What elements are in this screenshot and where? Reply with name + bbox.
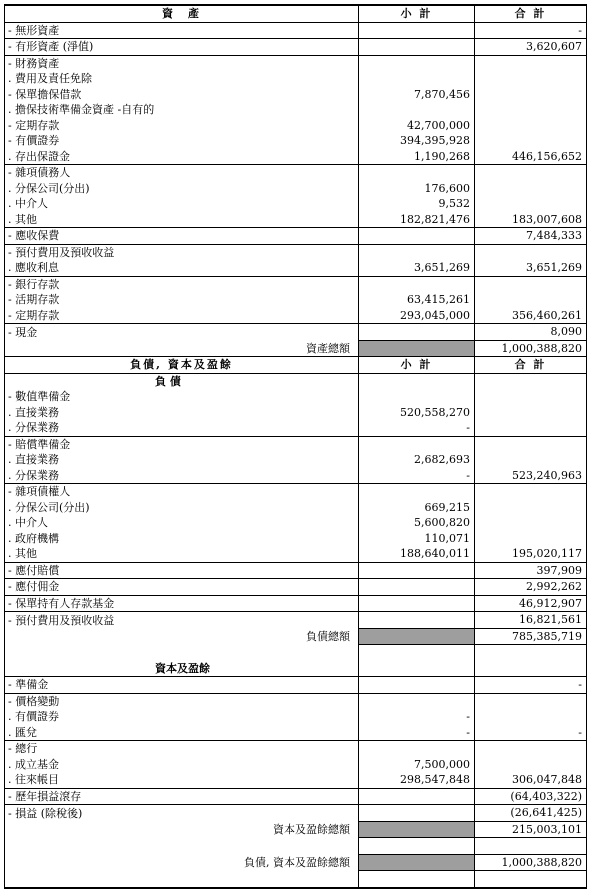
row-label: . 匯兌 — [5, 725, 359, 741]
table-row — [5, 405, 587, 421]
closing-row — [5, 871, 587, 888]
row-subtotal: 176,600 — [359, 181, 475, 197]
row-subtotal: - — [359, 709, 475, 725]
row-total — [475, 436, 587, 452]
row-total: 3,651,269 — [475, 260, 587, 276]
row-total — [475, 71, 587, 87]
row-subtotal — [359, 324, 475, 341]
subtotal-header: 小 計 — [359, 357, 475, 374]
row-label: - 定期存款 — [5, 308, 359, 324]
empty-cell — [359, 871, 475, 888]
row-total: 183,007,608 — [475, 212, 587, 228]
row-label: - 雜項債務人 — [5, 165, 359, 181]
table-row — [5, 725, 587, 741]
assets-total-value: 1,000,388,820 — [475, 340, 587, 357]
row-label: - 損益 (除稅後) — [5, 805, 359, 822]
row-label: . 應收利息 — [5, 260, 359, 276]
row-total — [475, 196, 587, 212]
row-total — [475, 102, 587, 118]
row-subtotal: 2,682,693 — [359, 452, 475, 468]
table-row — [5, 212, 587, 228]
row-label: - 歷年損益滾存 — [5, 788, 359, 805]
table-row — [5, 772, 587, 788]
row-label: - 現金 — [5, 324, 359, 341]
table-row — [5, 149, 587, 165]
row-total — [475, 452, 587, 468]
row-total — [475, 292, 587, 308]
row-label: - 保單持有人存款基金 — [5, 595, 359, 612]
table-row — [5, 181, 587, 197]
row-label: - 預付費用及預收收益 — [5, 612, 359, 629]
row-total — [475, 133, 587, 149]
table-row — [5, 39, 587, 56]
row-total: 16,821,561 — [475, 612, 587, 629]
row-subtotal: 293,045,000 — [359, 308, 475, 324]
row-label: . 中介人 — [5, 515, 359, 531]
row-subtotal — [359, 612, 475, 629]
row-total: 3,620,607 — [475, 39, 587, 56]
table-row — [5, 118, 587, 134]
empty-cell — [475, 871, 587, 888]
row-total — [475, 276, 587, 292]
spacer-row — [5, 838, 587, 855]
table-row — [5, 276, 587, 292]
row-label: . 擔保技術準備金資產 -自有的 — [5, 102, 359, 118]
total-header: 合 計 — [475, 357, 587, 374]
row-label: - 應付佣金 — [5, 579, 359, 596]
table-row — [5, 531, 587, 547]
row-subtotal: 63,415,261 — [359, 292, 475, 308]
row-subtotal — [359, 276, 475, 292]
row-label: . 中介人 — [5, 196, 359, 212]
row-total — [475, 405, 587, 421]
row-total — [475, 165, 587, 181]
row-subtotal: 188,640,011 — [359, 546, 475, 562]
row-label: - 賠償準備金 — [5, 436, 359, 452]
table-row — [5, 436, 587, 452]
liabilities-total-label: 負債總額 — [5, 628, 359, 645]
row-label: - 銀行存款 — [5, 276, 359, 292]
table-row — [5, 324, 587, 341]
row-subtotal: 5,600,820 — [359, 515, 475, 531]
balance-sheet-body — [5, 5, 587, 888]
capital-total-value: 215,003,101 — [475, 821, 587, 838]
row-label: - 準備金 — [5, 677, 359, 694]
liabilities-header-label: 負債, 資本及盈餘 — [5, 357, 359, 374]
empty-cell — [5, 871, 359, 888]
empty-cell — [359, 373, 475, 389]
liabilities-total-row — [5, 628, 587, 645]
empty-cell — [359, 838, 475, 855]
row-label: . 有價證券 — [5, 709, 359, 725]
row-label: - 有形資產 (淨值) — [5, 39, 359, 56]
empty-cell — [475, 661, 587, 677]
row-subtotal — [359, 562, 475, 579]
empty-cell — [359, 645, 475, 661]
row-label: - 價格變動 — [5, 693, 359, 709]
balance-sheet-table — [4, 4, 587, 889]
row-label: . 費用及責任免除 — [5, 71, 359, 87]
table-row — [5, 389, 587, 405]
row-total: - — [475, 677, 587, 694]
row-subtotal — [359, 55, 475, 71]
table-row — [5, 562, 587, 579]
row-label: - 數值準備金 — [5, 389, 359, 405]
capital-total-shade — [359, 821, 475, 838]
row-label: . 分保公司(分出) — [5, 181, 359, 197]
table-row — [5, 612, 587, 629]
table-row — [5, 165, 587, 181]
row-total: 46,912,907 — [475, 595, 587, 612]
table-row — [5, 308, 587, 324]
table-row — [5, 228, 587, 245]
row-subtotal: 7,500,000 — [359, 757, 475, 773]
row-label: - 應付賠償 — [5, 562, 359, 579]
table-row — [5, 595, 587, 612]
table-row — [5, 741, 587, 757]
row-label: - 定期存款 — [5, 118, 359, 134]
row-label: . 其他 — [5, 212, 359, 228]
row-total — [475, 181, 587, 197]
row-subtotal: 669,215 — [359, 500, 475, 516]
capital-header-row — [5, 661, 587, 677]
row-subtotal: 298,547,848 — [359, 772, 475, 788]
row-total: (26,641,425) — [475, 805, 587, 822]
table-row — [5, 693, 587, 709]
table-row — [5, 55, 587, 71]
table-row — [5, 677, 587, 694]
row-subtotal: 520,558,270 — [359, 405, 475, 421]
table-row — [5, 196, 587, 212]
table-row — [5, 260, 587, 276]
row-total: 8,090 — [475, 324, 587, 341]
row-subtotal — [359, 595, 475, 612]
row-subtotal — [359, 165, 475, 181]
row-subtotal — [359, 484, 475, 500]
row-subtotal: 182,821,476 — [359, 212, 475, 228]
row-label: - 應收保費 — [5, 228, 359, 245]
table-row — [5, 71, 587, 87]
table-row — [5, 468, 587, 484]
row-total — [475, 55, 587, 71]
row-subtotal — [359, 102, 475, 118]
row-total: (64,403,322) — [475, 788, 587, 805]
row-total — [475, 741, 587, 757]
row-label: - 活期存款 — [5, 292, 359, 308]
liabilities-subheader-label — [5, 373, 359, 389]
assets-header — [5, 5, 587, 22]
capital-header-label: 資本及盈餘 — [5, 661, 359, 677]
table-row — [5, 292, 587, 308]
row-total: 446,156,652 — [475, 149, 587, 165]
row-total — [475, 500, 587, 516]
table-row — [5, 102, 587, 118]
row-subtotal: - — [359, 468, 475, 484]
capital-total-label: 資本及盈餘總額 — [5, 821, 359, 838]
row-total — [475, 244, 587, 260]
row-total: 306,047,848 — [475, 772, 587, 788]
row-subtotal: 1,190,268 — [359, 149, 475, 165]
row-total: - — [475, 725, 587, 741]
row-subtotal: 9,532 — [359, 196, 475, 212]
liabilities-total-value: 785,385,719 — [475, 628, 587, 645]
row-total: 7,484,333 — [475, 228, 587, 245]
row-total: 356,460,261 — [475, 308, 587, 324]
row-subtotal: 394,395,928 — [359, 133, 475, 149]
row-subtotal: - — [359, 725, 475, 741]
empty-cell — [475, 373, 587, 389]
row-subtotal — [359, 244, 475, 260]
row-total: - — [475, 22, 587, 39]
row-label: - 預付費用及預收收益 — [5, 244, 359, 260]
row-total — [475, 484, 587, 500]
table-row — [5, 579, 587, 596]
liabilities-subheader — [5, 373, 587, 389]
row-subtotal — [359, 579, 475, 596]
row-subtotal — [359, 693, 475, 709]
row-subtotal — [359, 71, 475, 87]
row-subtotal — [359, 436, 475, 452]
row-total: 195,020,117 — [475, 546, 587, 562]
table-row — [5, 87, 587, 103]
row-subtotal: 110,071 — [359, 531, 475, 547]
subtotal-header: 小 計 — [359, 5, 475, 22]
empty-cell — [475, 645, 587, 661]
table-row — [5, 484, 587, 500]
row-total — [475, 693, 587, 709]
row-label: - 總行 — [5, 741, 359, 757]
row-label: . 直接業務 — [5, 452, 359, 468]
total-header: 合 計 — [475, 5, 587, 22]
row-label: . 分保公司(分出) — [5, 500, 359, 516]
table-row — [5, 515, 587, 531]
liabilities-total-shade — [359, 628, 475, 645]
empty-cell — [475, 838, 587, 855]
spacer-row — [5, 645, 587, 661]
table-row — [5, 546, 587, 562]
grand-total-value: 1,000,388,820 — [475, 854, 587, 871]
table-row — [5, 757, 587, 773]
grand-total-label: 負債, 資本及盈餘總額 — [5, 854, 359, 871]
empty-cell — [5, 645, 359, 661]
liabilities-subheader-text: 負 債 — [155, 374, 181, 388]
row-label: . 其他 — [5, 546, 359, 562]
row-label: . 往來帳目 — [5, 772, 359, 788]
row-subtotal: 3,651,269 — [359, 260, 475, 276]
row-total — [475, 531, 587, 547]
row-label: - 雜項債權人 — [5, 484, 359, 500]
row-label: . 分保業務 — [5, 420, 359, 436]
row-label: . 政府機構 — [5, 531, 359, 547]
table-row — [5, 805, 587, 822]
row-total: 2,992,262 — [475, 579, 587, 596]
liabilities-header — [5, 357, 587, 374]
row-subtotal: 42,700,000 — [359, 118, 475, 134]
row-total — [475, 389, 587, 405]
row-total — [475, 757, 587, 773]
table-row — [5, 452, 587, 468]
row-label: - 保單擔保借款 — [5, 87, 359, 103]
row-total — [475, 118, 587, 134]
row-total — [475, 87, 587, 103]
row-subtotal: 7,870,456 — [359, 87, 475, 103]
table-row — [5, 133, 587, 149]
assets-total-label: 資產總額 — [5, 340, 359, 357]
assets-total-shade — [359, 340, 475, 357]
row-label: . 直接業務 — [5, 405, 359, 421]
row-label: . 分保業務 — [5, 468, 359, 484]
grand-total-shade — [359, 854, 475, 871]
empty-cell — [359, 661, 475, 677]
row-label: - 無形資產 — [5, 22, 359, 39]
row-label: - 財務資產 — [5, 55, 359, 71]
table-row — [5, 788, 587, 805]
row-subtotal — [359, 39, 475, 56]
row-subtotal — [359, 741, 475, 757]
row-subtotal — [359, 228, 475, 245]
row-subtotal: - — [359, 420, 475, 436]
row-label: . 成立基金 — [5, 757, 359, 773]
row-label: - 有價證券 — [5, 133, 359, 149]
table-row — [5, 709, 587, 725]
table-row — [5, 500, 587, 516]
row-subtotal — [359, 805, 475, 822]
grand-total-row — [5, 854, 587, 871]
row-total: 397,909 — [475, 562, 587, 579]
row-subtotal — [359, 677, 475, 694]
table-row — [5, 22, 587, 39]
assets-total-row — [5, 340, 587, 357]
row-subtotal — [359, 22, 475, 39]
row-total — [475, 515, 587, 531]
assets-header-label: 資 產 — [5, 5, 359, 22]
table-row — [5, 420, 587, 436]
row-total — [475, 420, 587, 436]
row-subtotal — [359, 788, 475, 805]
capital-total-row — [5, 821, 587, 838]
empty-cell — [5, 838, 359, 855]
row-label: . 存出保證金 — [5, 149, 359, 165]
row-subtotal — [359, 389, 475, 405]
table-row — [5, 244, 587, 260]
row-total — [475, 709, 587, 725]
row-total: 523,240,963 — [475, 468, 587, 484]
